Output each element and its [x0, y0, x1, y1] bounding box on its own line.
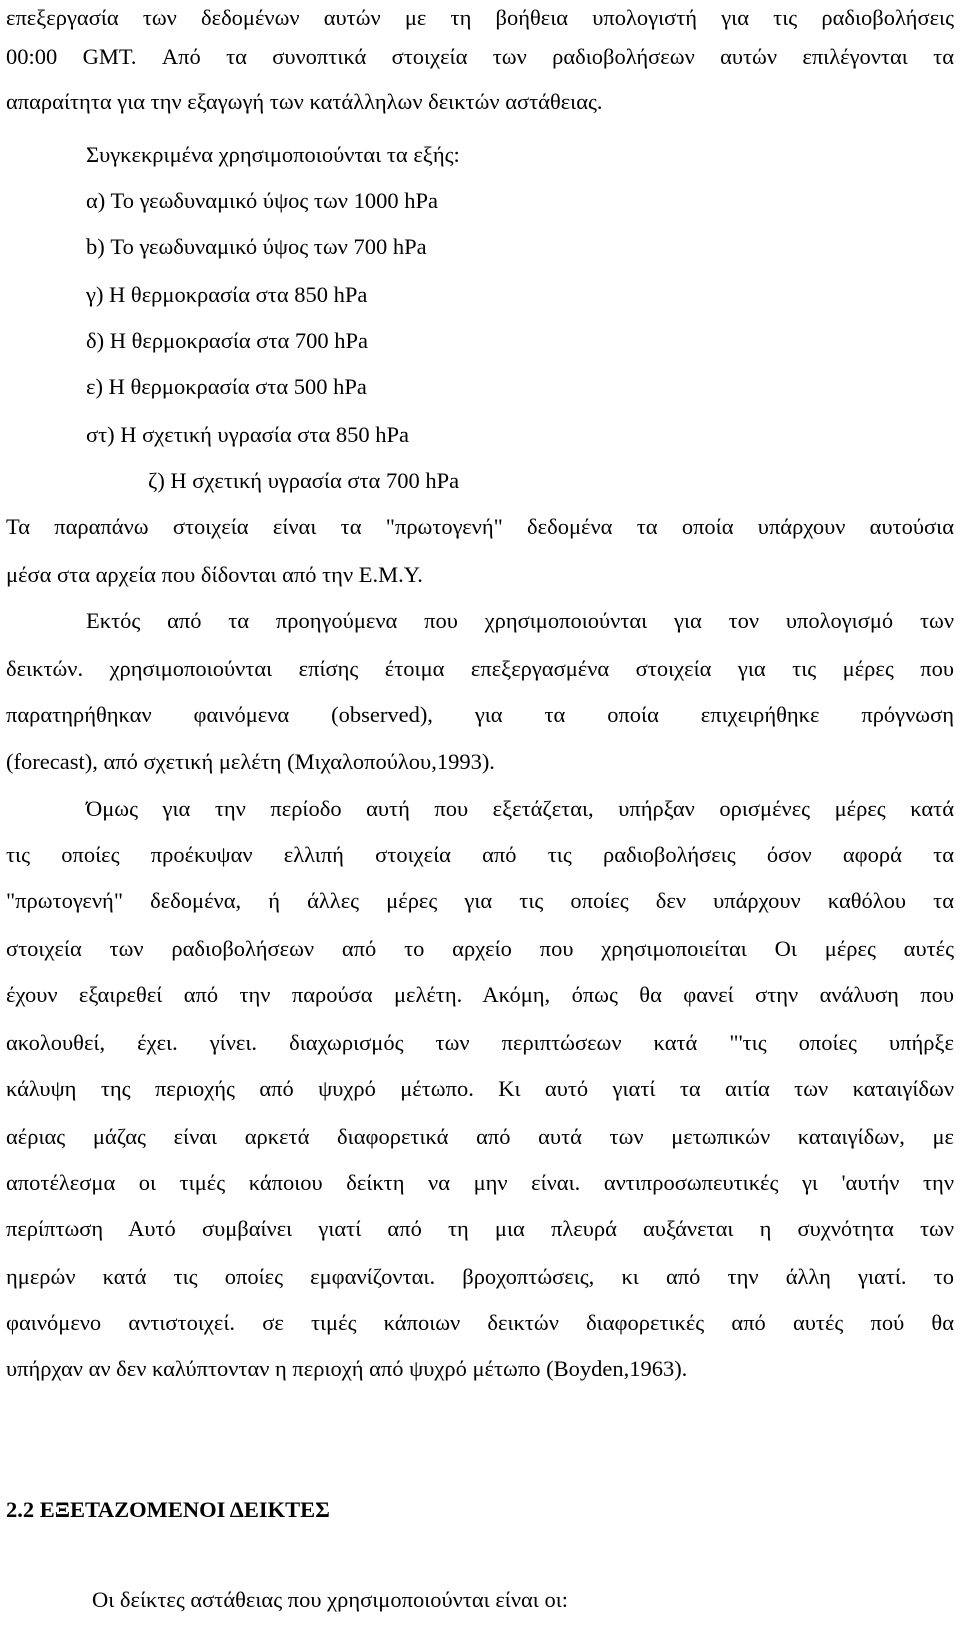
period-line-8: αέριας μάζας είναι αρκετά διαφορετικά από αυτά των μετωπικών καταιγίδων, με	[6, 1124, 954, 1149]
list-item-d: δ) Η θερμοκρασία στα 700 hPa	[86, 328, 369, 353]
closing-line: Οι δείκτες αστάθειας που χρησιμοποιούνται είναι οι:	[92, 1587, 569, 1612]
primary-data-line-1: Τα παραπάνω στοιχεία είναι τα "πρωτογενή" δεδομένα τα οποία υπάρχουν αυτούσια	[6, 514, 954, 539]
period-line-4: στοιχεία των ραδιοβολήσεων από το αρχείο που χρησιμοποιείται Οι μέρες αυτές	[6, 936, 954, 961]
other-data-line-2: δεικτών. χρησιμοποιούνται επίσης έτοιμα επεξεργασμένα στοιχεία για τις μέρες που	[6, 656, 954, 681]
other-data-line-3: παρατηρήθηκαν φαινόμενα (observed), για τα οποία επιχειρήθηκε πρόγνωση	[6, 702, 954, 727]
period-line-1: Όμως για την περίοδο αυτή που εξετάζεται, υπήρξαν ορισμένες μέρες κατά	[86, 796, 954, 821]
period-line-7: κάλυψη της περιοχής από ψυχρό μέτωπο. Κι αυτό γιατί τα αιτία των καταιγίδων	[6, 1076, 954, 1101]
period-line-12: φαινόμενο αντιστοιχεί. σε τιμές κάποιων δεικτών διαφορετικές από αυτές πού θα	[6, 1310, 954, 1335]
period-line-10: περίπτωση Αυτό συμβαίνει γιατί από τη μια πλευρά αυξάνεται η συχνότητα των	[6, 1216, 954, 1241]
period-line-5: έχουν εξαιρεθεί από την παρούσα μελέτη. Ακόμη, όπως θα φανεί στην ανάλυση που	[6, 982, 954, 1007]
period-line-3: "πρωτογενή" δεδομένα, ή άλλες μέρες για τις οποίες δεν υπάρχουν καθόλου τα	[6, 888, 954, 913]
list-item-f: στ) Η σχετική υγρασία στα 850 hPa	[86, 422, 409, 447]
list-item-b: b) Το γεωδυναμικό ύψος των 700 hPa	[86, 234, 427, 259]
primary-data-line-2: μέσα στα αρχεία που δίδονται από την Ε.Μ.Υ.	[6, 562, 423, 587]
other-data-line-4: (forecast), από σχετική μελέτη (Μιχαλοπούλου,1993).	[6, 749, 495, 774]
period-line-2: τις οποίες προέκυψαν ελλιπή στοιχεία από τις ραδιοβολήσεις όσον αφορά τα	[6, 842, 954, 867]
period-line-13: υπήρχαν αν δεν καλύπτονταν η περιοχή από ψυχρό μέτωπο (Boyden,1963).	[6, 1356, 688, 1381]
intro-line-2: 00:00 GMT. Από τα συνοπτικά στοιχεία των ραδιοβολήσεων αυτών επιλέγονται τα	[6, 44, 954, 69]
list-item-a: α) Το γεωδυναμικό ύψος των 1000 hPa	[86, 188, 438, 213]
list-intro: Συγκεκριμένα χρησιμοποιούνται τα εξής:	[86, 142, 460, 167]
period-line-9: αποτέλεσμα οι τιμές κάποιου δείκτη να μην είναι. αντιπροσωπευτικές γι 'αυτήν την	[6, 1170, 954, 1195]
section-heading: 2.2 ΕΞΕΤΑΖΟΜΕΝΟΙ ΔΕΙΚΤΕΣ	[6, 1497, 330, 1522]
list-item-e: ε) Η θερμοκρασία στα 500 hPa	[86, 374, 367, 399]
intro-line-3: απαραίτητα για την εξαγωγή των κατάλληλων δεικτών αστάθειας.	[6, 89, 603, 114]
period-line-11: ημερών κατά τις οποίες εμφανίζονται. βροχοπτώσεις, κι από την άλλη γιατί. το	[6, 1264, 954, 1289]
list-item-c: γ) Η θερμοκρασία στα 850 hPa	[86, 282, 368, 307]
other-data-line-1: Εκτός από τα προηγούμενα που χρησιμοποιούνται για τον υπολογισμό των	[86, 608, 954, 633]
list-item-g: ζ) Η σχετική υγρασία στα 700 hPa	[148, 468, 460, 493]
intro-line-1: επεξεργασία των δεδομένων αυτών με τη βοήθεια υπολογιστή για τις ραδιοβολήσεις	[6, 5, 954, 30]
period-line-6: ακολουθεί, έχει. γίνει. διαχωρισμός των περιπτώσεων κατά "'τις οποίες υπήρξε	[6, 1030, 954, 1055]
